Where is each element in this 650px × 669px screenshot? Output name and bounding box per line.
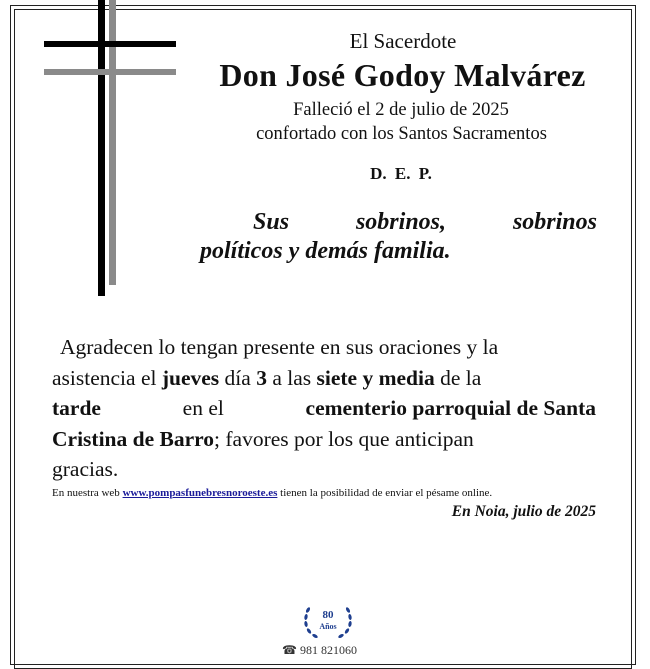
deceased-name: Don José Godoy Malvárez xyxy=(219,57,586,93)
place-date: En Noia, julio de 2025 xyxy=(451,503,596,520)
logo-number: 80 xyxy=(322,609,334,621)
logo-word: Años xyxy=(319,622,337,631)
family-block xyxy=(200,208,597,266)
body-line-5: gracias. xyxy=(52,457,119,481)
dep-line: D. E. P. xyxy=(370,164,432,183)
death-date: Falleció el 2 de julio de 2025 xyxy=(293,100,509,120)
web-notice: En nuestra web www.pompasfunebresnoroeste.es tienen la posibilidad de enviar el pésame online. xyxy=(52,487,493,499)
title-prefix: El Sacerdote xyxy=(349,29,457,53)
family-word-2: sobrinos, xyxy=(355,209,447,235)
phone-icon: ☎ xyxy=(282,643,297,657)
cross-black-horizontal xyxy=(44,41,176,47)
body-line-2: asistencia el jueves día 3 a las siete y media de la xyxy=(52,365,482,390)
family-line-2: políticos y demás familia. xyxy=(200,238,451,264)
body-line-4: Cristina de Barro; favores por los que anticipan xyxy=(52,426,474,451)
website-link[interactable]: www.pompasfunebresnoroeste.es xyxy=(122,487,278,499)
sacraments-line: confortado con los Santos Sacramentos xyxy=(256,124,547,144)
family-word-3: sobrinos xyxy=(512,209,597,235)
family-word-1: Sus xyxy=(253,209,290,235)
cross-icon xyxy=(0,0,200,300)
announcement-body xyxy=(52,332,596,485)
body-line-1: Agradecen lo tengan presente en sus oraciones y la xyxy=(60,335,499,359)
body-line-3: tarde en el cementerio parroquial de Santa xyxy=(52,396,596,420)
anniversary-logo-icon xyxy=(300,596,356,644)
cross-gray-horizontal xyxy=(44,69,176,75)
phone-number: ☎ 981 821060 xyxy=(282,643,357,657)
